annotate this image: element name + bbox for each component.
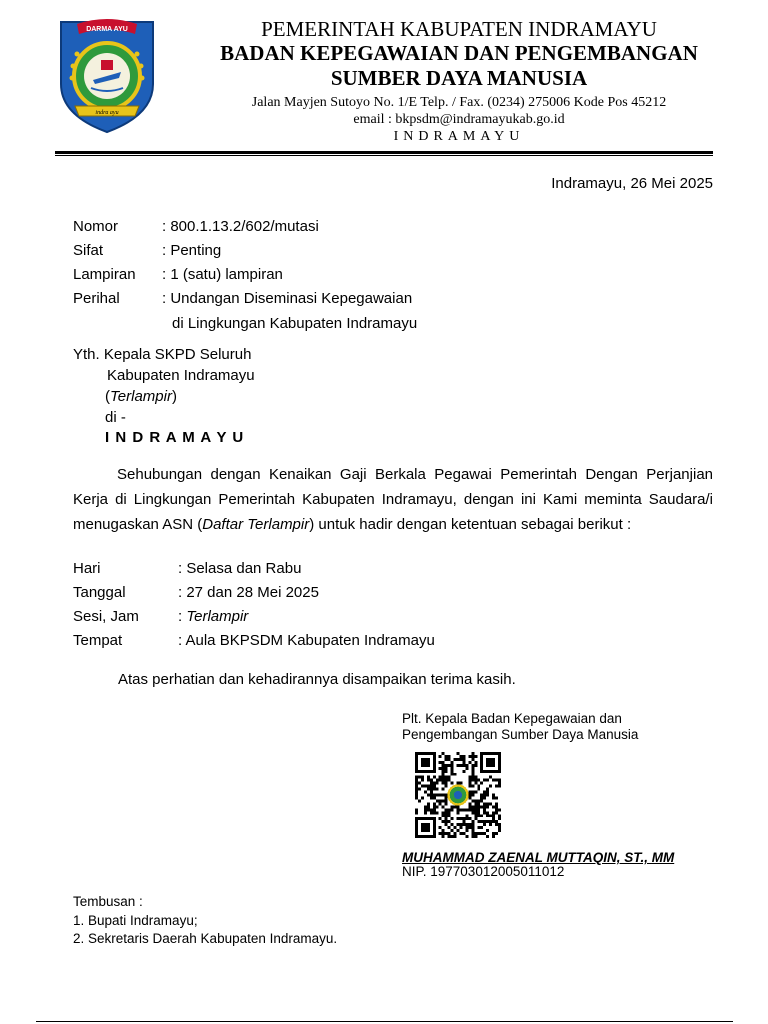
schedule-sesi-terlampir: Terlampir [186, 608, 249, 625]
letterhead-email: email : bkpsdm@indramayukab.go.id [353, 112, 565, 127]
signatory-name: MUHAMMAD ZAENAL MUTTAQIN, ST., MM [402, 850, 675, 865]
page-bottom-rule [36, 1021, 733, 1022]
signature-qr-code [414, 752, 502, 838]
signature-title-line1: Plt. Kepala Badan Kepegawaian dan [402, 711, 622, 726]
meta-value-nomor: : 800.1.13.2/602/mutasi [162, 218, 319, 235]
recipient-line3 [105, 388, 177, 406]
body-line3-b: ) untuk hadir dengan ketentuan sebagai berikut : [309, 516, 632, 533]
schedule-value-hari: : Selasa dan Rabu [178, 560, 302, 577]
schedule-label-hari: Hari [73, 560, 101, 577]
recipient-line1: Yth. Kepala SKPD Seluruh [73, 346, 252, 363]
logo-ribbon-text: indra ayu [95, 110, 119, 116]
letterhead-government: PEMERINTAH KABUPATEN INDRAMAYU [261, 17, 657, 41]
signature-title-line2: Pengembangan Sumber Daya Manusia [402, 727, 639, 742]
meta-label-nomor: Nomor [73, 218, 119, 235]
letterhead-rule-thin [55, 155, 713, 156]
meta-label-sifat: Sifat [73, 242, 104, 259]
body-paragraph [73, 462, 713, 537]
schedule-sesi-colon: : [178, 608, 187, 625]
schedule-label-tanggal: Tanggal [73, 584, 126, 601]
recipient-paren-close: ) [171, 388, 177, 405]
indramayu-emblem-logo [55, 14, 159, 134]
schedule-value-tempat: : Aula BKPSDM Kabupaten Indramayu [178, 632, 435, 649]
letter-date: Indramayu, 26 Mei 2025 [551, 175, 713, 192]
signatory-nip: NIP. 197703012005011012 [402, 864, 565, 879]
body-line3-italic: Daftar Terlampir [202, 516, 310, 533]
logo-banner-text: DARMA AYU [86, 26, 128, 33]
meta-value-perihal-cont: di Lingkungan Kabupaten Indramayu [172, 315, 418, 332]
cc-title: Tembusan : [73, 894, 143, 909]
recipient-city: I N D R A M A Y U [105, 429, 245, 446]
letterhead-address: Jalan Mayjen Sutoyo No. 1/E Telp. / Fax. (0234) 275006 Kode Pos 45212 [251, 95, 667, 110]
cc-item-2: 2. Sekretaris Daerah Kabupaten Indramayu. [73, 931, 338, 946]
recipient-line4: di - [105, 409, 126, 426]
body-line1: Sehubungan dengan Kenaikan Gaji Berkala Pegawai Pemerintah Dengan Perjanjian [117, 466, 713, 483]
schedule-label-tempat: Tempat [73, 632, 123, 649]
recipient-line2: Kabupaten Indramayu [107, 367, 255, 384]
cc-item-1: 1. Bupati Indramayu; [73, 913, 198, 928]
recipient-terlampir: Terlampir [110, 388, 172, 405]
letterhead-rule-thick [55, 151, 713, 154]
letterhead-agency-line2: SUMBER DAYA MANUSIA [330, 66, 588, 90]
closing-sentence: Atas perhatian dan kehadirannya disampaikan terima kasih. [118, 671, 516, 688]
letterhead-agency-line1: BADAN KEPEGAWAIAN DAN PENGEMBANGAN [220, 41, 698, 65]
meta-label-perihal: Perihal [73, 290, 120, 307]
letterhead-city: INDRAMAYU [393, 129, 525, 144]
recipient-paren-open: ( [105, 388, 110, 405]
body-line2: Kerja di Lingkungan Pemerintah Kabupaten Indramayu, dengan ini Kami meminta Saudara/i [73, 491, 713, 508]
meta-value-sifat: : Penting [162, 242, 222, 259]
body-line3-a: menugaskan ASN ( [73, 516, 203, 533]
schedule-label-sesi: Sesi, Jam [73, 608, 139, 625]
schedule-value-tanggal: : 27 dan 28 Mei 2025 [178, 584, 319, 601]
meta-value-lampiran: : 1 (satu) lampiran [162, 266, 283, 283]
body-line3 [73, 512, 713, 537]
meta-value-perihal: : Undangan Diseminasi Kepegawaian [162, 290, 413, 307]
meta-label-lampiran: Lampiran [73, 266, 136, 283]
schedule-value-sesi [178, 608, 248, 626]
